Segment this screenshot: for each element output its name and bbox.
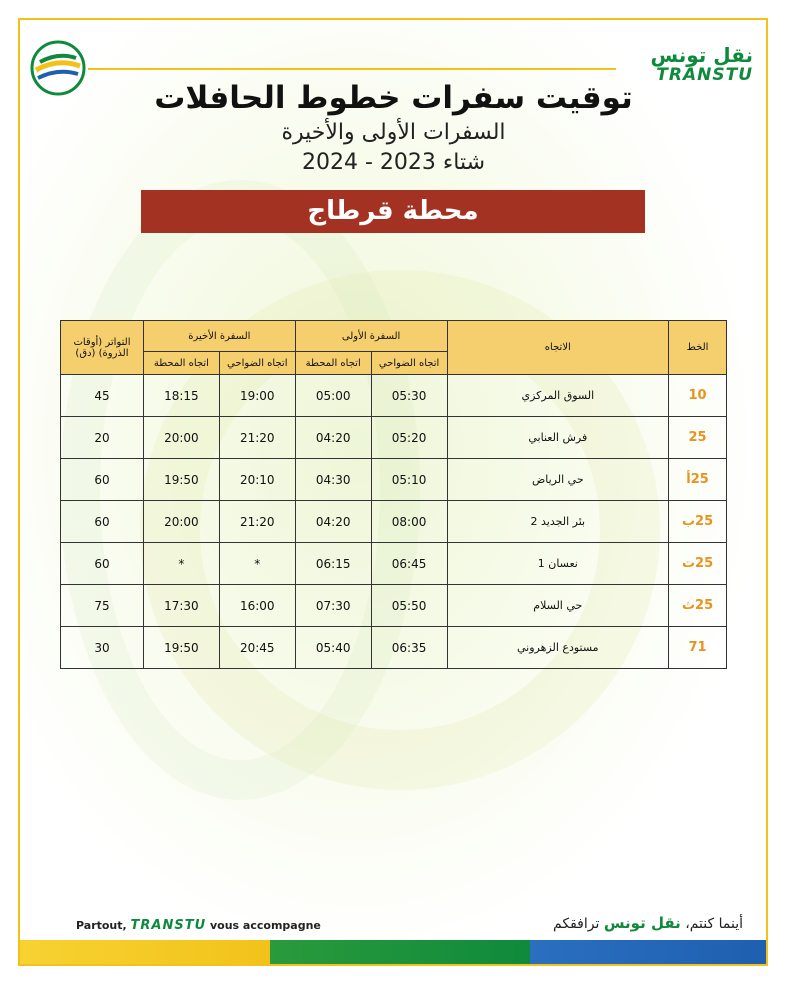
line-number: 71 (669, 627, 727, 669)
last-suburbs-cell: * (219, 543, 295, 585)
frequency-cell: 60 (61, 543, 144, 585)
schedule-table (60, 320, 727, 669)
header-last-station: اتجاه المحطة (143, 352, 219, 375)
header-last-suburbs: اتجاه الضواحي (219, 352, 295, 375)
last-suburbs-cell: 19:00 (219, 375, 295, 417)
line-number: 10 (669, 375, 727, 417)
last-station-cell: 20:00 (143, 501, 219, 543)
last-suburbs-cell: 20:45 (219, 627, 295, 669)
last-station-cell: * (143, 543, 219, 585)
header-rule (88, 68, 616, 70)
first-suburbs-cell: 05:30 (371, 375, 447, 417)
brand-arabic: نقل تونس (650, 43, 753, 67)
direction-cell: مستودع الزهروني (447, 627, 669, 669)
first-station-cell: 04:20 (295, 417, 371, 459)
frequency-cell: 75 (61, 585, 144, 627)
direction-cell: السوق المركزي (447, 375, 669, 417)
brand-logo (650, 44, 753, 84)
first-suburbs-cell: 06:35 (371, 627, 447, 669)
first-station-cell: 05:00 (295, 375, 371, 417)
direction-cell: بئر الجديد 2 (447, 501, 669, 543)
direction-cell: فرش العنابي (447, 417, 669, 459)
footer-fr-brand: TRANSTU (130, 918, 207, 933)
last-station-cell: 20:00 (143, 417, 219, 459)
line-number: 25ث (669, 585, 727, 627)
direction-cell: حي السلام (447, 585, 669, 627)
first-station-cell: 05:40 (295, 627, 371, 669)
footer-ar-brand: نقل تونس (603, 914, 681, 932)
frequency-cell: 60 (61, 501, 144, 543)
first-suburbs-cell: 06:45 (371, 543, 447, 585)
footer-ar-prefix: أينما كنتم، (685, 916, 743, 932)
table-row (61, 585, 727, 627)
header-first-trip: السفرة الأولى (295, 321, 447, 352)
table-row (61, 459, 727, 501)
last-suburbs-cell: 20:10 (219, 459, 295, 501)
direction-cell: نعسان 1 (447, 543, 669, 585)
footer-stripe-blue (530, 940, 766, 964)
last-station-cell: 17:30 (143, 585, 219, 627)
frequency-cell: 30 (61, 627, 144, 669)
footer-fr-prefix: Partout, (76, 919, 127, 932)
line-number: 25ت (669, 543, 727, 585)
first-station-cell: 07:30 (295, 585, 371, 627)
footer-stripe-green (270, 940, 530, 964)
last-station-cell: 19:50 (143, 459, 219, 501)
first-station-cell: 04:30 (295, 459, 371, 501)
header-frequency: التواتر (أوقات الذروة) (دق) (61, 321, 144, 375)
header-direction: الاتجاه (447, 321, 669, 375)
frequency-cell: 45 (61, 375, 144, 417)
header-first-station: اتجاه المحطة (295, 352, 371, 375)
line-number: 25ب (669, 501, 727, 543)
table-row (61, 417, 727, 459)
first-station-cell: 04:20 (295, 501, 371, 543)
last-station-cell: 18:15 (143, 375, 219, 417)
first-suburbs-cell: 05:20 (371, 417, 447, 459)
last-station-cell: 19:50 (143, 627, 219, 669)
direction-cell: حي الرياض (447, 459, 669, 501)
header-line: الخط (669, 321, 727, 375)
brand-latin: TRANSTU (656, 65, 753, 85)
table-row (61, 501, 727, 543)
footer-ar-suffix: ترافقكم (553, 916, 600, 932)
frequency-cell: 60 (61, 459, 144, 501)
footer-slogan-french (76, 918, 321, 933)
footer-stripe-yellow (20, 940, 270, 964)
footer-fr-suffix: vous accompagne (210, 919, 321, 932)
header-first-suburbs: اتجاه الضواحي (371, 352, 447, 375)
line-number: 25 (669, 417, 727, 459)
table-row (61, 543, 727, 585)
table-row (61, 375, 727, 417)
season-label: شتاء 2023 - 2024 (301, 150, 486, 175)
header-last-trip: السفرة الأخيرة (143, 321, 295, 352)
first-suburbs-cell: 08:00 (371, 501, 447, 543)
page-subtitle: السفرات الأولى والأخيرة (281, 120, 506, 145)
first-suburbs-cell: 05:50 (371, 585, 447, 627)
first-station-cell: 06:15 (295, 543, 371, 585)
first-suburbs-cell: 05:10 (371, 459, 447, 501)
line-number: 25أ (669, 459, 727, 501)
frequency-cell: 20 (61, 417, 144, 459)
station-banner: محطة قرطاج (141, 190, 645, 233)
table-row (61, 627, 727, 669)
last-suburbs-cell: 21:20 (219, 501, 295, 543)
footer-slogan-arabic (553, 914, 743, 932)
last-suburbs-cell: 21:20 (219, 417, 295, 459)
last-suburbs-cell: 16:00 (219, 585, 295, 627)
page-title: توقيت سفرات خطوط الحافلات (154, 80, 633, 116)
